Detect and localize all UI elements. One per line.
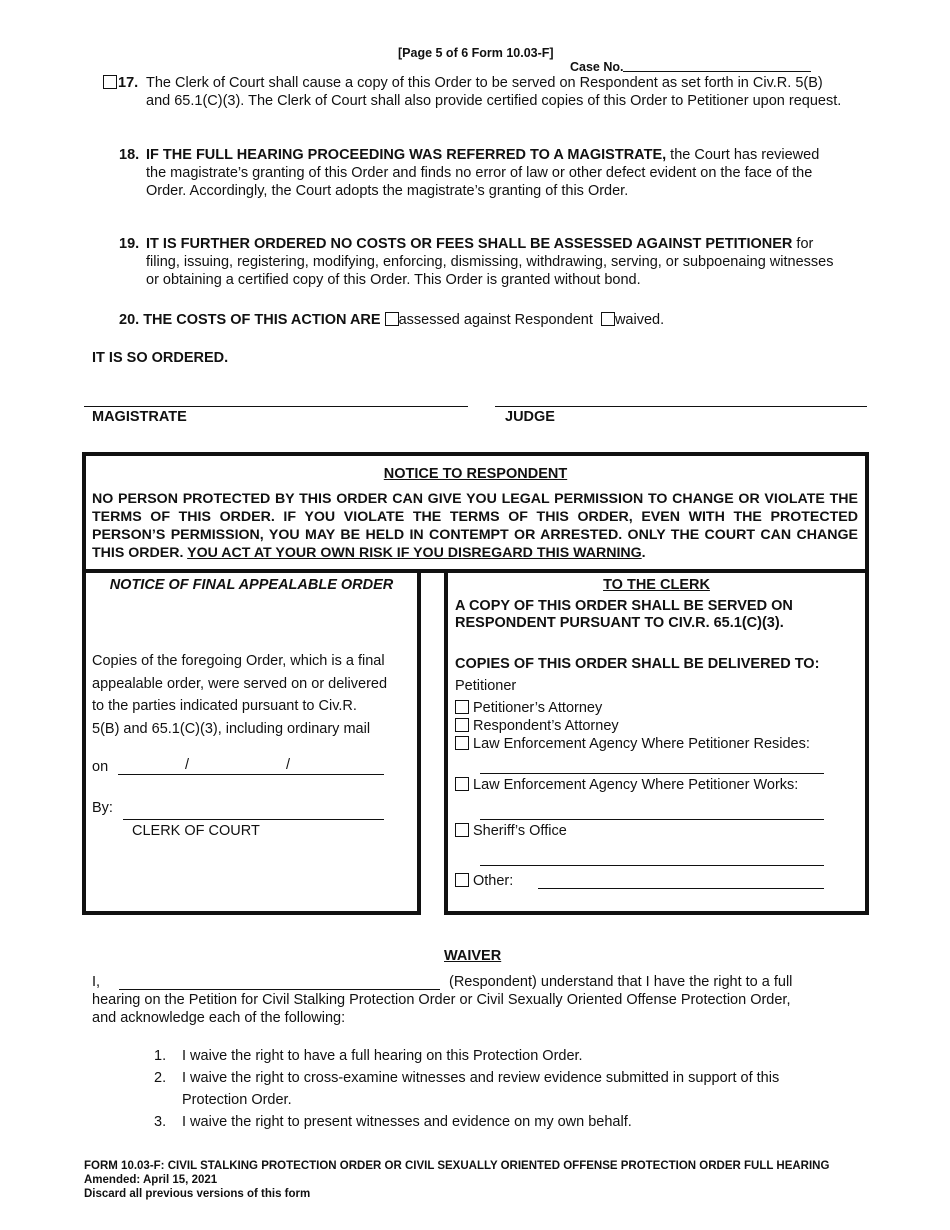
item-20-heading: THE COSTS OF THIS ACTION ARE xyxy=(143,312,381,328)
footer xyxy=(84,1159,884,1201)
service-date-field[interactable] xyxy=(118,774,384,775)
item-20-number: 20. xyxy=(119,312,140,328)
respondent-attorney-checkbox[interactable] xyxy=(455,718,469,732)
waiver-line-2: hearing on the Petition for Civil Stalking Protection Order or Civil Sexually Oriented Offense Protection Order, xyxy=(92,992,791,1008)
option-respondent-attorney xyxy=(455,717,619,735)
option-le-works xyxy=(455,776,798,794)
magistrate-label: MAGISTRATE xyxy=(92,409,187,425)
waiver-title: WAIVER xyxy=(444,948,502,964)
footer-amended: Amended: April 15, 2021 xyxy=(84,1174,218,1186)
sheriff-field[interactable] xyxy=(480,865,824,866)
waived-checkbox[interactable] xyxy=(601,312,615,326)
notice-body xyxy=(92,490,858,562)
judge-signature-line[interactable] xyxy=(495,406,867,407)
judge-label: JUDGE xyxy=(505,409,555,425)
assessed-label: assessed against Respondent xyxy=(398,312,593,328)
item-19-heading: IT IS FURTHER ORDERED NO COSTS OR FEES SHALL BE ASSESSED AGAINST PETITIONER xyxy=(146,236,793,252)
waiver-item xyxy=(154,1089,834,1111)
case-no-label: Case No. xyxy=(570,60,624,74)
other-checkbox[interactable] xyxy=(455,873,469,887)
appealable-line-2: appealable order, were served on or delivered xyxy=(92,675,388,692)
respondent-attorney-label: Respondent’s Attorney xyxy=(473,718,619,734)
item-17-text: The Clerk of Court shall cause a copy of this Order to be served on Respondent as set forth in Civ.R. 5(B) and 65.1(C)(3). The Clerk of Court shall also provide certified copies of this Order to Petitioner upon request. xyxy=(146,75,842,109)
waived-label: waived. xyxy=(614,312,665,328)
item-17-checkbox[interactable] xyxy=(103,75,117,89)
waiver-item-text: I waive the right to present witnesses and evidence on my own behalf. xyxy=(182,1114,632,1130)
delivered-heading: COPIES OF THIS ORDER SHALL BE DELIVERED TO: xyxy=(455,656,820,672)
item-17-number: 17. xyxy=(118,75,139,91)
option-le-resides xyxy=(455,735,810,753)
so-ordered: IT IS SO ORDERED. xyxy=(92,350,229,366)
waiver-item-text: Protection Order. xyxy=(182,1092,292,1108)
le-works-checkbox[interactable] xyxy=(455,777,469,791)
waiver-item-text: I waive the right to have a full hearing on this Protection Order. xyxy=(182,1048,583,1064)
item-19-body: for filing, issuing, registering, modifying, enforcing, dismissing, withdrawing, serving, or subpoenaing witnesses or obtaining a certified copy of this Order. This Order is granted without bond. xyxy=(146,236,834,288)
sheriff-label: Sheriff’s Office xyxy=(473,823,567,839)
other-label: Other: xyxy=(473,873,514,889)
appealable-body xyxy=(92,650,418,740)
waiver-item-number: 2. xyxy=(154,1070,167,1086)
notice-warning: YOU ACT AT YOUR OWN RISK IF YOU DISREGARD THIS WARNING xyxy=(187,545,642,561)
le-works-label: Law Enforcement Agency Where Petitioner Works: xyxy=(473,777,799,793)
waiver-i-label: I, xyxy=(92,974,101,990)
assessed-checkbox[interactable] xyxy=(385,312,399,326)
notice-text: NO PERSON PROTECTED BY THIS ORDER CAN GIVE YOU LEGAL PERMISSION TO CHANGE OR VIOLATE THE TERMS OF THIS ORDER. IF YOU VIOLATE THE TERMS OF THIS ORDER, EVEN WITH THE PROTECTED PERSON’S PERMISSION, YOU MAY BE HELD IN CONTEMPT OR ARRESTED. ONLY THE COURT CAN CHANGE THIS ORDER. xyxy=(92,491,858,561)
petitioner-attorney-checkbox[interactable] xyxy=(455,700,469,714)
case-no-field[interactable] xyxy=(623,71,811,72)
petitioner-label: Petitioner xyxy=(455,678,517,694)
item-19-number: 19. xyxy=(119,236,140,252)
by-label: By: xyxy=(92,800,113,816)
le-works-field[interactable] xyxy=(480,819,824,820)
notice-title: NOTICE TO RESPONDENT xyxy=(383,466,568,482)
appealable-line-3: to the parties indicated pursuant to Civ.R. xyxy=(92,698,357,714)
magistrate-signature-line[interactable] xyxy=(84,406,468,407)
clerk-of-court-label: CLERK OF COURT xyxy=(132,823,260,839)
appealable-line-1: Copies of the foregoing Order, which is a final xyxy=(92,653,385,669)
waiver-item-text: I waive the right to cross-examine witnesses and review evidence submitted in support of this xyxy=(182,1070,780,1086)
respondent-name-field[interactable] xyxy=(119,989,440,990)
other-field[interactable] xyxy=(538,888,824,889)
on-label: on xyxy=(92,759,109,775)
option-sheriff xyxy=(455,822,567,840)
page-label: [Page 5 of 6 Form 10.03-F] xyxy=(398,46,554,60)
item-19-text xyxy=(146,235,846,289)
option-petitioner-attorney xyxy=(455,699,602,717)
waiver-item-number: 1. xyxy=(154,1048,167,1064)
footer-form-title: FORM 10.03-F: CIVIL STALKING PROTECTION ORDER OR CIVIL SEXUALLY ORIENTED OFFENSE PROTECTION ORDER FULL HEARING xyxy=(84,1160,830,1172)
le-resides-checkbox[interactable] xyxy=(455,736,469,750)
waiver-item-number: 3. xyxy=(154,1114,167,1130)
option-other xyxy=(455,872,513,890)
appealable-title: NOTICE OF FINAL APPEALABLE ORDER xyxy=(109,577,394,593)
petitioner-attorney-label: Petitioner’s Attorney xyxy=(473,700,603,716)
waiver-item xyxy=(154,1045,834,1067)
notice-period: . xyxy=(641,545,646,561)
item-20 xyxy=(119,311,819,329)
sheriff-checkbox[interactable] xyxy=(455,823,469,837)
date-slash-1: / xyxy=(185,757,190,773)
le-resides-field[interactable] xyxy=(480,773,824,774)
served-line-2: RESPONDENT PURSUANT TO CIV.R. 65.1(C)(3). xyxy=(455,615,784,631)
date-slash-2: / xyxy=(286,757,291,773)
item-18-body: the Court has reviewed the magistrate’s granting of this Order and finds no error of law or other defect evident on the face of the Order. Accordingly, the Court adopts the magistrate’s granting of this Order. xyxy=(146,147,820,199)
waiver-line-3: and acknowledge each of the following: xyxy=(92,1010,346,1026)
served-line-1: A COPY OF THIS ORDER SHALL BE SERVED ON xyxy=(455,598,793,614)
footer-discard: Discard all previous versions of this form xyxy=(84,1188,311,1200)
waiver-item xyxy=(154,1111,834,1133)
item-18-number: 18. xyxy=(119,147,140,163)
waiver-item xyxy=(154,1067,834,1089)
clerk-title: TO THE CLERK xyxy=(603,577,710,593)
appealable-line-4: 5(B) and 65.1(C)(3), including ordinary mail xyxy=(92,720,371,737)
waiver-list xyxy=(154,1045,834,1133)
item-18-text xyxy=(146,146,826,200)
item-18-heading: IF THE FULL HEARING PROCEEDING WAS REFERRED TO A MAGISTRATE, xyxy=(146,147,667,163)
le-resides-label: Law Enforcement Agency Where Petitioner Resides: xyxy=(473,736,810,752)
waiver-respondent-text: (Respondent) understand that I have the right to a full xyxy=(449,974,793,990)
clerk-signature-field[interactable] xyxy=(123,819,384,820)
appealable-box xyxy=(82,569,421,915)
